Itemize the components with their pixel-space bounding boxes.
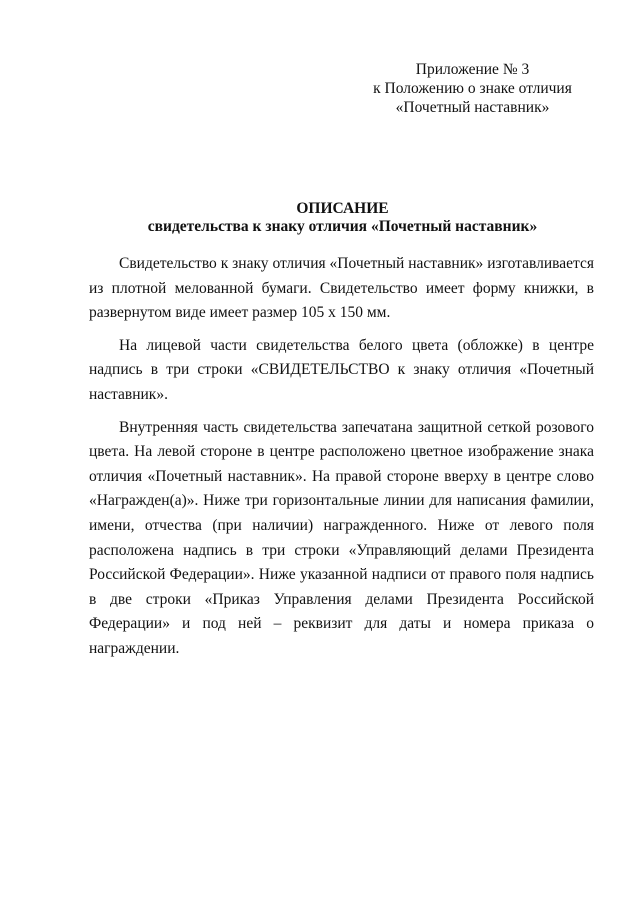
paragraph-cover: На лицевой части свидетельства белого цвета (обложке) в центре надпись в три строки «СВИДЕТЕЛЬСТВО к знаку отличия «Почетный наставник».: [89, 336, 594, 403]
paragraph-inner-part: Внутренняя часть свидетельства запечатана защитной сеткой розового цвета. На левой стороне в центре расположено цветное изображение знака отличия «Почетный наставник». На правой стороне вверху в центре слово «Награжден(а)». Ниже три горизонтальные линии для написания фамилии, имени, отчества (при наличии) награжденного. Ниже от левого поля расположена надпись в три строки «Управляющий делами Президента Российской Федерации». Ниже указанной надписи от правого поля надпись в две строки «Приказ Управления делами Президента Российской Федерации» и под ней – реквизит для даты и номера приказа о награждении.: [89, 418, 594, 657]
appendix-header: [360, 60, 585, 117]
appendix-reference: к Положению о знаке отличия: [373, 80, 572, 97]
paragraph-material: Свидетельство к знаку отличия «Почетный наставник» изготавливается из плотной мелованной бумаги. Свидетельство имеет форму книжки, в развернутом виде имеет размер 105 х 150 мм.: [89, 255, 594, 322]
document-title: [60, 200, 625, 236]
appendix-award-name: «Почетный наставник»: [395, 99, 550, 116]
appendix-number: Приложение № 3: [415, 61, 530, 78]
title-subheading: свидетельства к знаку отличия «Почетный наставник»: [147, 218, 538, 235]
document-body: [89, 252, 594, 670]
title-heading: ОПИСАНИЕ: [296, 200, 389, 217]
